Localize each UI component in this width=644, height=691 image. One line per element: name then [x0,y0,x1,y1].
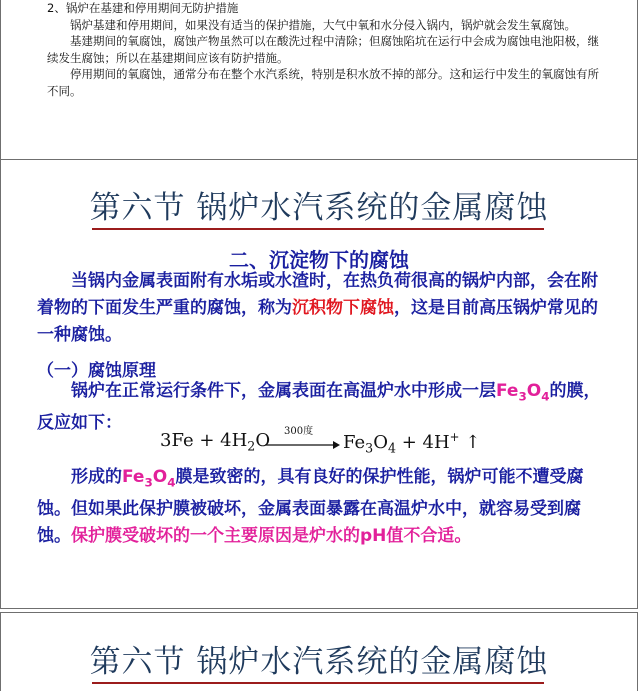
page1-paragraph-1: 锅炉基建和停用期间，如果没有适当的保护措施，大气中氧和水分侵入锅内，锅炉就会发生氧腐蚀。 [70,17,576,32]
intro-paragraph [37,268,603,349]
equation-condition: 300度 [284,426,314,437]
document-page-1 [0,0,638,160]
highlighted-term: 沉积物下腐蚀 [292,298,394,318]
page1-text-block [47,0,607,99]
title-underline [92,228,544,230]
result-pink-text: 保护膜受破坏的一个主要原因是炉水的pH值不合适。 [71,526,472,547]
result-text-a: 形成的 [71,467,122,487]
result-paragraph [37,464,603,550]
principle-text-b: 的膜，反应如下： [37,381,601,434]
section-heading: （一）腐蚀原理 [37,361,156,381]
section-subtitle: 二、沉淀物下的腐蚀 [229,248,409,272]
intro-text-a: 当锅内金属表面附有水垢或水渣时，在热负荷很高的锅炉内部，会在附着物的下面发生严重的腐蚀，称为 [37,271,598,318]
title-underline-2 [92,682,544,684]
result-text-b: 膜是致密的，具有良好的保护性能，锅炉可能不遭受腐蚀。但如果此保护膜被破坏，金属表面暴露在高温炉水中，就容易受到腐蚀。 [37,467,584,547]
page1-paragraph-2: 基建期间的氧腐蚀，腐蚀产物虽然可以在酸洗过程中清除；但腐蚀陷坑在运行中会成为腐蚀电池阳极，继续发生腐蚀；所以在基建期间应该有防护措施。 [47,34,599,65]
principle-text-a: 锅炉在正常运行条件下，金属表面在高温炉水中形成一层 [71,381,496,401]
slide-title-2: 第六节 锅炉水汽系统的金属腐蚀 [89,644,549,680]
up-arrow-icon: ↑ [465,432,481,453]
formula-fe3o4: $Fe_3O_4$ [496,381,550,404]
equation-right: $Fe_3O_4 + 4H^+$ ↑ [343,430,481,456]
slide-title: 第六节 锅炉水汽系统的金属腐蚀 [89,190,549,226]
page1-heading: 2、锅炉在基建和停用期间无防护措施 [47,1,239,15]
page1-paragraph-3: 停用期间的氧腐蚀，通常分布在整个水汽系统，特别是积水放不掉的部分。这和运行中发生的氧腐蚀有所不同。 [47,67,599,98]
intro-text-b: ，这是目前高压锅炉常见的一种腐蚀。 [37,298,598,345]
equation-left: $3Fe + 4H_2O$ [160,430,271,454]
formula-fe3o4-2: $Fe_3O_4$ [122,467,176,490]
reaction-equation [160,426,500,458]
reaction-arrow-icon [263,430,341,450]
